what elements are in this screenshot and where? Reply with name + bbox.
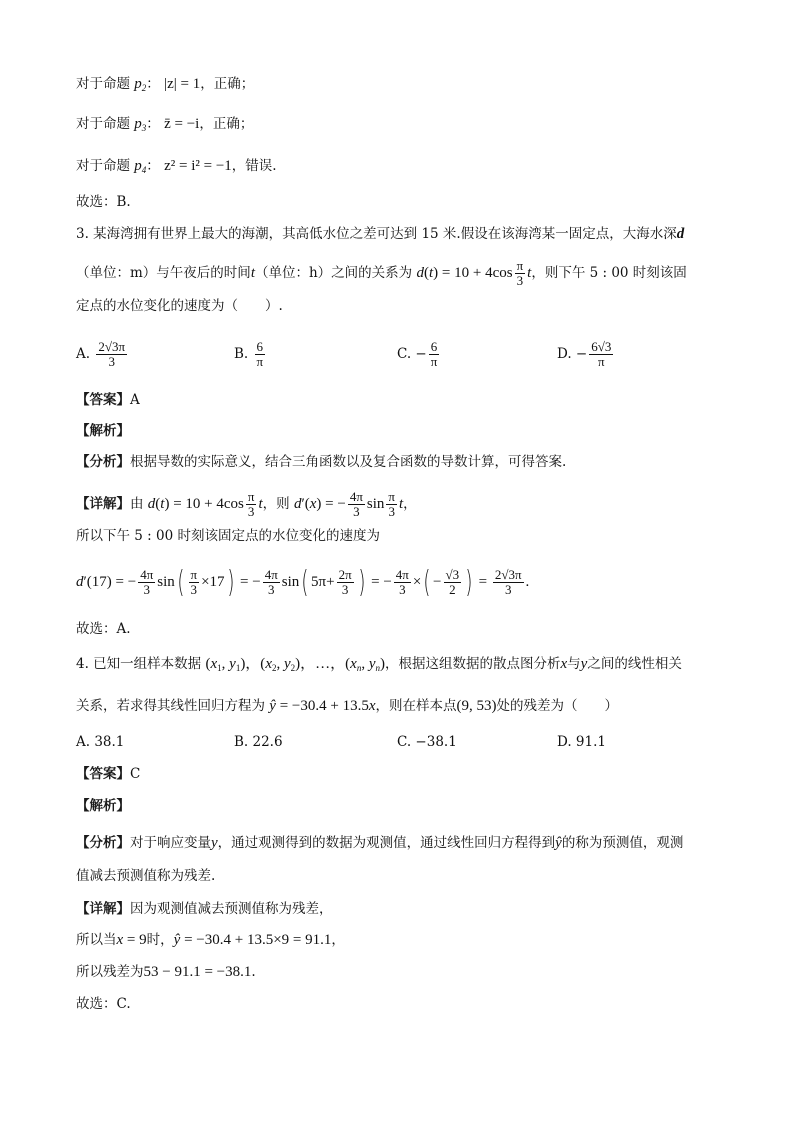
q3-stem-2a: （单位：m）与午夜后的时间 [76,264,251,281]
p3-math: z̄ = −i [164,116,200,132]
q3-var-d: d [676,226,685,242]
q3-formula: d(t) = 10 + 4cos $\frac{\pi}{3}$ t [416,258,532,288]
p2-prefix: 对于命题 [76,76,130,92]
q2-choice: 故选：B. [76,194,131,210]
q3-stem-2c: ，则下午 5 : 00 时刻该固 [531,264,687,281]
q4-line2: 关系，若求得其线性回归方程为 ŷ = −30.4 + 13.5x，则在样本点(9, 53)处的残差为（ ） [76,698,619,714]
q3-stem-2b: （单位：h）之间的关系为 [254,264,413,281]
p2-line: 对于命题 $p_2$： |z| = 1，正确； [76,76,255,93]
q3-option-c: C. − $\frac{6}{\pi}$ [397,339,438,369]
q3-option-a: A. $\frac{2√3\pi}{3}$ [76,339,126,369]
q4-line1: 4. 已知一组样本数据 ($x_1$, $y_1$)，($x_2$, $y_2$)，…，($x_n$, $y_n$)，根据这组数据的散点图分析x与y之间的线性相关 [76,656,682,673]
q4-xiangjie: 【详解】因为观测值减去预测值称为残差， [76,901,333,917]
q4-choice: 故选：C. [76,996,131,1012]
q3-option-d: D. − $\frac{6√3}{\pi}$ [557,339,612,369]
q3-choice: 故选：A. [76,621,131,637]
p2-suffix: ，正确； [200,76,255,92]
q4-so2: 所以残差为53 − 91.1 = −38.1. [76,964,256,980]
q3-so-line: 所以下午 5 : 00 时刻该固定点的水位变化的速度为 [76,528,380,544]
q3-derivation: d′(17) = − $\frac{4\pi}{3}$ sin( $\frac{\pi}{3}$ ×17) = − $\frac{4\pi}{3}$ sin( 5π+ $\frac{2\pi}{3}$ ) = − $\frac{4\pi}{3}$ ×( − $\frac{√3}{2}$ ) = $\frac{2√3\pi}{3}$ . [76,564,530,600]
q4-answer: 【答案】C [76,766,141,782]
p4-math: z² = i² = −1 [164,158,232,174]
p3-label: $p_3$ [134,116,147,133]
q3-answer: 【答案】A [76,392,140,408]
p3-suffix: ，正确； [199,116,254,132]
q4-so1: 所以当x = 9时，ŷ = −30.4 + 13.5×9 = 91.1， [76,932,345,948]
q3-line1 [76,224,684,244]
q3-option-b: B. $\frac{6}{\pi}$ [234,339,264,369]
p2-math: |z| = 1 [164,76,201,92]
p4-suffix: ，错误. [231,158,277,174]
q3-stem-1: 3. 某海湾拥有世界上最大的海潮，其高低水位之差可达到 15 米.假设在该海湾某一固定点，大海水深 [76,226,677,242]
q3-line3: 定点的水位变化的速度为（ ）. [76,298,283,314]
q4-analysis-label: 【解析】 [76,798,130,814]
q4-option-b: B. 22.6 [234,734,283,750]
q4-option-c: C. −38.1 [397,734,457,750]
p2-label: $p_2$ [134,76,147,93]
q3-analysis-label: 【解析】 [76,423,130,439]
q3-line2: （单位：m）与午夜后的时间t（单位：h）之间的关系为 d(t) = 10 + 4cos $\frac{\pi}{3}$ t，则下午 5 : 00 时刻该固 [76,258,687,288]
p4-label: $p_4$ [134,158,147,175]
p3-line: 对于命题 $p_3$： z̄ = −i，正确； [76,116,254,133]
q4-fenxi-line2: 值减去预测值称为残差. [76,868,216,884]
p4-line: 对于命题 $p_4$： z² = i² = −1，错误. [76,158,277,175]
p3-prefix: 对于命题 [76,116,130,132]
q4-option-a: A. 38.1 [76,734,125,750]
q3-xiangjie: 【详解】由 d(t) = 10 + 4cos $\frac{\pi}{3}$ t，则 d′(x) = − $\frac{4\pi}{3}$ sin $\frac{\pi}{3}$ t， [76,489,417,519]
q3-fenxi: 【分析】根据导数的实际意义，结合三角函数以及复合函数的导数计算，可得答案. [76,454,567,470]
q4-option-d: D. 91.1 [557,734,606,750]
q4-fenxi: 【分析】对于响应变量y，通过观测得到的数据为观测值，通过线性回归方程得到ŷ的称为预测值，观测 [76,835,684,851]
p4-prefix: 对于命题 [76,158,130,174]
